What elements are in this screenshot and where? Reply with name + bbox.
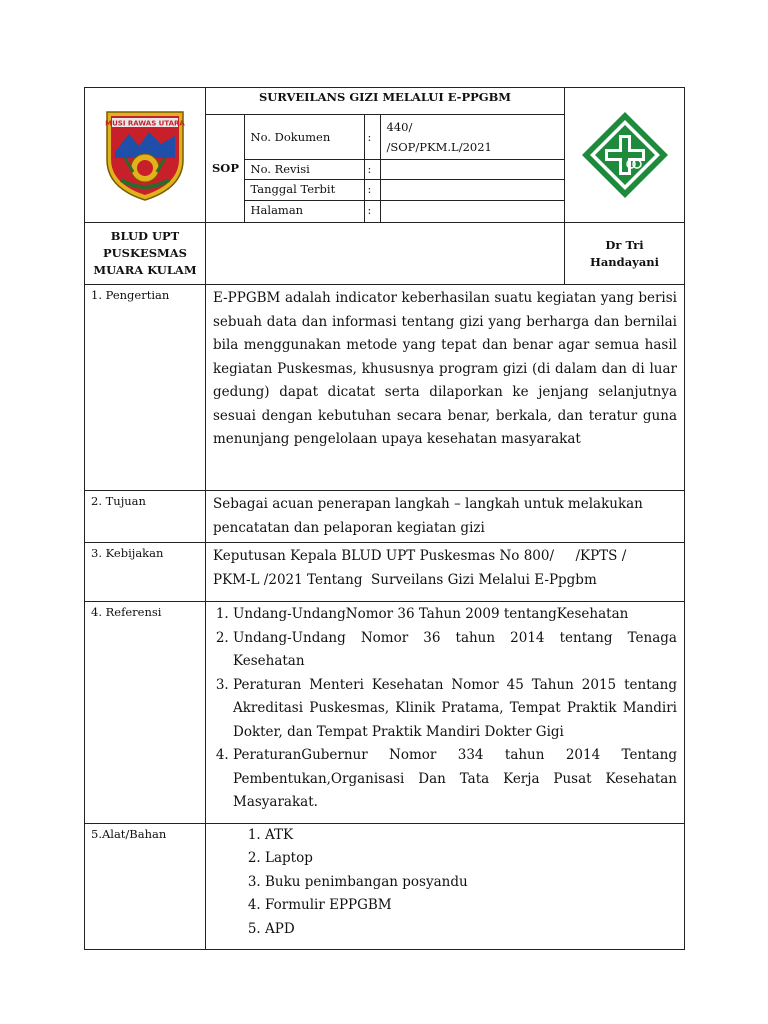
list-item: 1. Undang-UndangNomor 36 Tahun 2009 tentangKesehatan (233, 603, 677, 627)
list-item: 1. ATK (265, 824, 677, 848)
section-text-pengertian: E-PPGBM adalah indicator keberhasilan suatu kegiatan yang berisi sebuah data dan informasi tentang gizi yang berharga dan bernilai bila menggunakan metode yang tepat dan benar agar semua hasil kegiatan Puskesmas, khususnya program gizi (di dalam dan di luar gedung) dapat dicatat serta dilaporkan ke jenjang selanjutnya sesuai dengan kebutuhan secara benar, berkala, dan teratur guna menunjang pengelolaan upaya kesehatan masyarakat (206, 285, 685, 491)
list-item: 2. Laptop (265, 847, 677, 871)
field-sep: : (364, 179, 380, 200)
section-label-pengertian: 1. Pengertian (85, 285, 206, 491)
field-value-revisi (380, 159, 564, 179)
field-label-revisi: No. Revisi (244, 159, 364, 179)
field-label-dokumen: No. Dokumen (244, 114, 364, 159)
section-text-referensi (206, 602, 685, 824)
field-value-halaman (380, 200, 564, 222)
signer-line1: Dr Tri (605, 237, 644, 252)
institution-line3: MUARA KULAM (93, 263, 197, 277)
list-item: 5. APD (265, 918, 677, 942)
document-title: SURVEILANS GIZI MELALUI E-PPGBM (206, 88, 564, 114)
institution-line1: BLUD UPT (110, 229, 180, 243)
section-text-kebijakan (206, 543, 685, 602)
field-sep: : (364, 114, 380, 159)
institution-cell (85, 223, 206, 285)
list-item: 3. Peraturan Menteri Kesehatan Nomor 45 Tahun 2015 tentang Akreditasi Puskesmas, Klinik Pratama, Tempat Praktik Mandiri Dokter, dan Tempat Praktik Mandiri Dokter Gigi (233, 674, 677, 745)
list-item: 4. PeraturanGubernur Nomor 334 tahun 2014 Tentang Pembentukan,Organisasi Dan Tata Kerja Pusat Kesehatan Masyarakat. (233, 744, 677, 815)
regency-logo-cell (85, 88, 206, 223)
section-label-tujuan: 2. Tujuan (85, 491, 206, 543)
tools-list (213, 824, 677, 942)
signer-cell (565, 223, 685, 285)
sop-table (84, 87, 685, 950)
field-value-tanggal (380, 179, 564, 200)
section-label-kebijakan: 3. Kebijakan (85, 543, 206, 602)
regency-logo-label: MUSI RAWAS UTARA (105, 119, 185, 128)
reference-list (213, 603, 677, 815)
field-label-tanggal: Tanggal Terbit (244, 179, 364, 200)
field-sep: : (364, 159, 380, 179)
regency-emblem-icon (103, 108, 187, 202)
puskesmas-logo-icon (579, 109, 671, 201)
section-text-tujuan: Sebagai acuan penerapan langkah – langkah untuk melakukan pencatatan dan pelaporan kegiatan gizi (206, 491, 685, 543)
field-sep: : (364, 200, 380, 222)
kebijakan-line2: PKM-L /2021 Tentang Surveilans Gizi Melalui E-Ppgbm (213, 571, 597, 588)
kebijakan-line1: Keputusan Kepala BLUD UPT Puskesmas No 800/ /KPTS / (213, 548, 627, 564)
field-value-dokumen (380, 114, 564, 159)
field-value-dokumen-line2: /SOP/PKM.L/2021 (386, 139, 492, 154)
field-label-halaman: Halaman (244, 200, 364, 222)
list-item: 4. Formulir EPPGBM (265, 894, 677, 918)
section-text-alat (206, 823, 685, 950)
list-item: 2. Undang-Undang Nomor 36 tahun 2014 tentang Tenaga Kesehatan (233, 627, 677, 674)
list-item: 3. Buku penimbangan posyandu (265, 871, 677, 895)
field-value-dokumen-line1: 440/ (386, 119, 413, 134)
header-middle (206, 88, 565, 223)
section-label-referensi: 4. Referensi (85, 602, 206, 824)
sop-label: SOP (206, 114, 244, 222)
section-label-alat: 5.Alat/Bahan (85, 823, 206, 950)
puskesmas-logo-cell (565, 88, 685, 223)
institution-line2: PUSKESMAS (102, 246, 187, 260)
blank-cell (206, 223, 565, 285)
signer-line2: Handayani (589, 254, 660, 269)
